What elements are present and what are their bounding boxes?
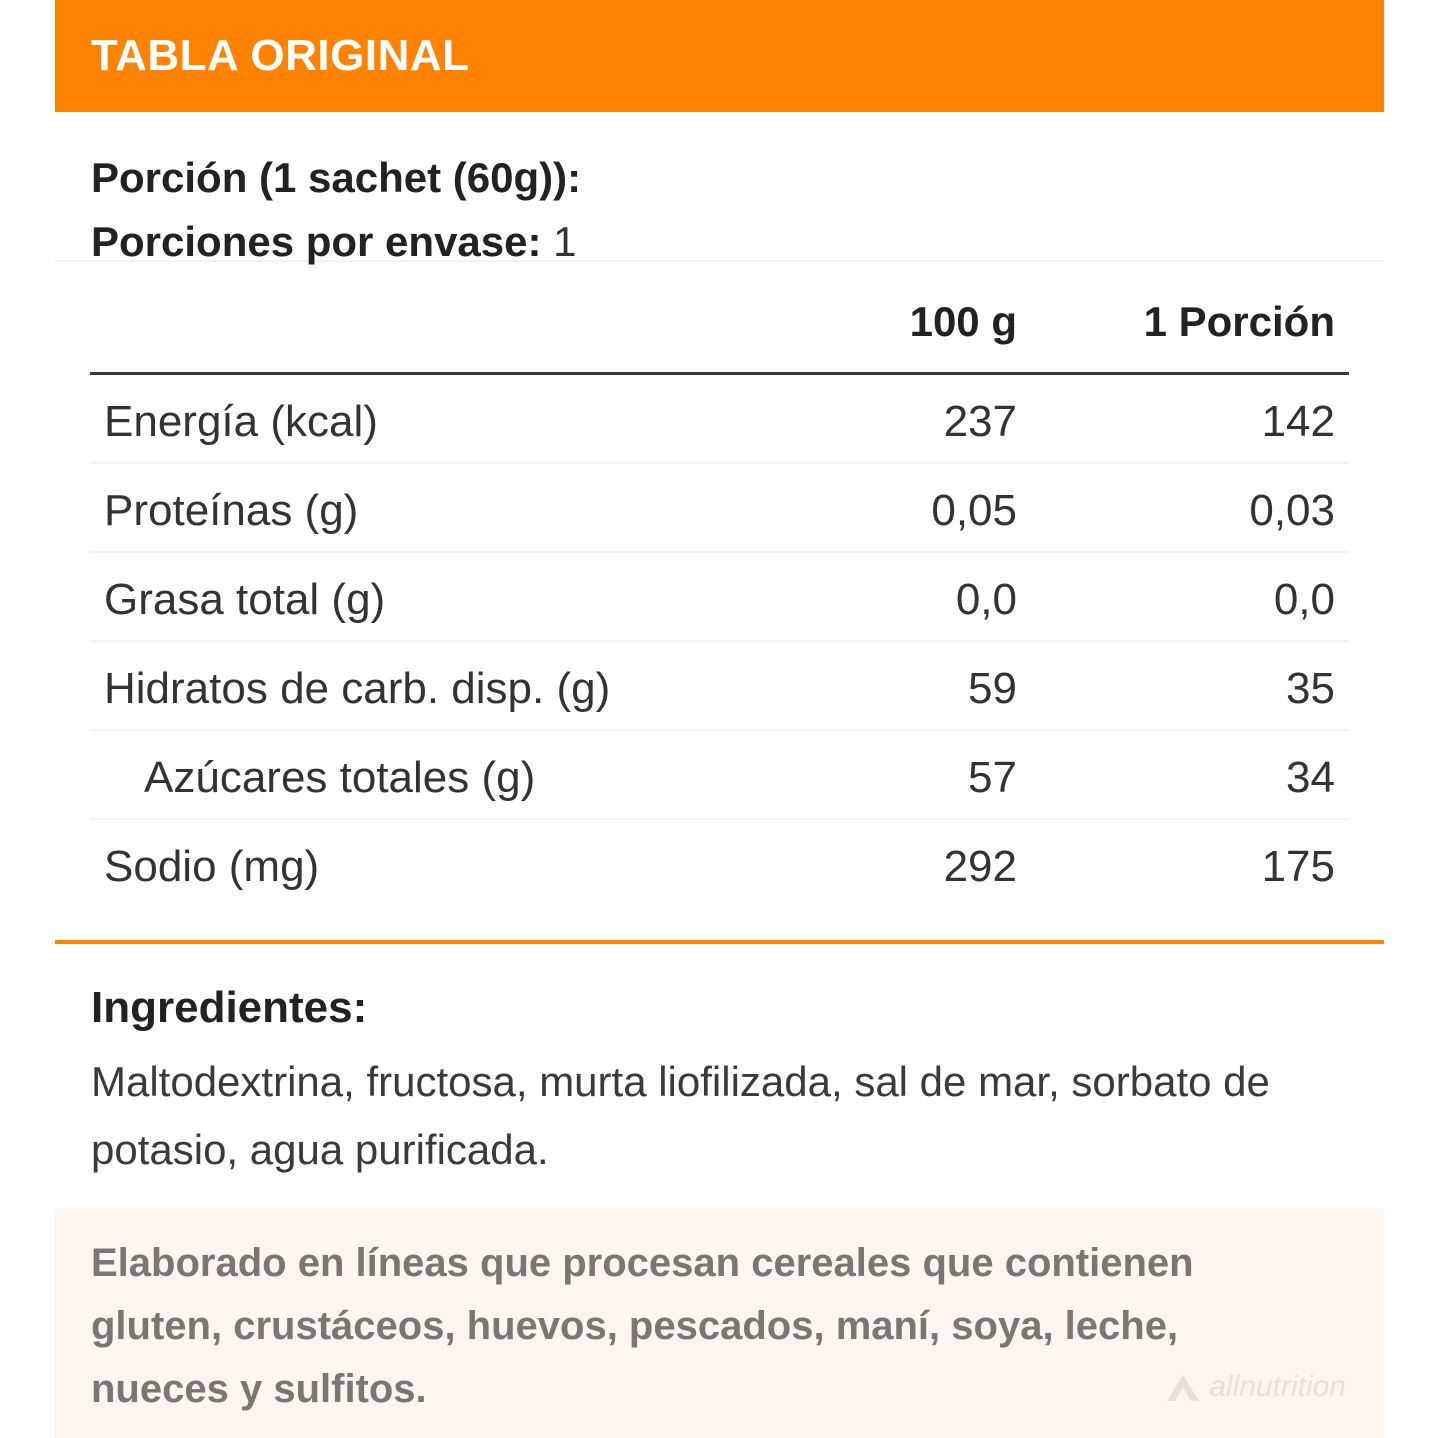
table-body	[90, 375, 1349, 907]
nutrient-name: Sodio (mg)	[104, 842, 320, 891]
header-bar	[55, 0, 1384, 112]
table-row	[90, 553, 1349, 642]
nutrient-name: Azúcares totales (g)	[144, 753, 536, 802]
value-per-portion: 175	[1261, 842, 1335, 891]
servings-value: 1	[553, 218, 577, 265]
watermark-logo	[1163, 1370, 1346, 1404]
serving-size	[91, 146, 1384, 210]
nutrient-name: Grasa total (g)	[104, 575, 386, 624]
column-header-portion: 1 Porción	[1143, 298, 1335, 345]
portion-info	[55, 112, 1384, 265]
table-row	[90, 464, 1349, 553]
value-per-100g: 0,0	[955, 575, 1017, 624]
ingredients-title: Ingredientes:	[91, 983, 368, 1032]
allergen-text: Elaborado en líneas que procesan cereales que contienen gluten, crustáceos, huevos, pescados, maní, soya, leche, nueces y sulfitos.	[91, 1241, 1194, 1411]
nutrient-name: Hidratos de carb. disp. (g)	[104, 664, 611, 713]
serving-size-label: Porción (1 sachet (60g)):	[91, 154, 582, 201]
value-per-100g: 59	[968, 664, 1017, 713]
value-per-100g: 237	[943, 397, 1017, 446]
nutrient-name: Energía (kcal)	[104, 397, 378, 446]
table-row	[90, 820, 1349, 907]
nutrition-card	[55, 0, 1384, 1438]
section-divider	[55, 940, 1384, 944]
table-header	[90, 262, 1349, 375]
value-per-portion: 34	[1286, 753, 1335, 802]
column-header-100g: 100 g	[909, 298, 1017, 345]
value-per-portion: 0,03	[1249, 486, 1335, 535]
table-row	[90, 642, 1349, 731]
table-row	[90, 731, 1349, 820]
nutrient-name: Proteínas (g)	[104, 486, 359, 535]
watermark-text: allnutrition	[1209, 1370, 1346, 1403]
value-per-100g: 292	[943, 842, 1017, 891]
value-per-100g: 57	[968, 753, 1017, 802]
header-title: TABLA ORIGINAL	[91, 31, 470, 80]
value-per-portion: 142	[1261, 397, 1335, 446]
value-per-100g: 0,05	[931, 486, 1017, 535]
ingredients-section	[91, 980, 1331, 1184]
table-row	[90, 375, 1349, 464]
servings-label: Porciones por envase:	[91, 218, 542, 265]
ingredients-text: Maltodextrina, fructosa, murta liofilizada, sal de mar, sorbato de potasio, agua purificada.	[91, 1058, 1270, 1173]
allnutrition-logo-icon	[1163, 1371, 1203, 1403]
nutrition-table	[90, 262, 1349, 907]
value-per-portion: 0,0	[1273, 575, 1335, 624]
allergen-notice	[55, 1208, 1384, 1438]
value-per-portion: 35	[1286, 664, 1335, 713]
